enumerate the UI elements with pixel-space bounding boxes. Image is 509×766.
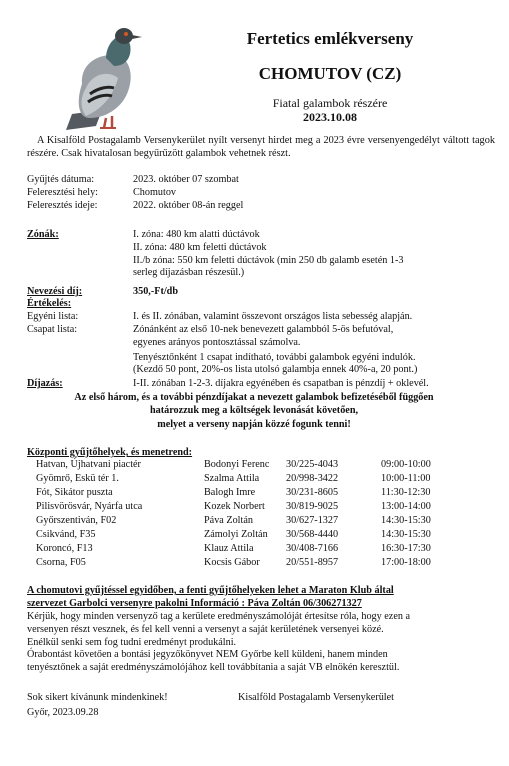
closing-wish: Sok sikert kívánunk mindenkinek! bbox=[27, 692, 168, 703]
prizes-label: Díjazás: bbox=[27, 378, 63, 389]
phone-cell: 30/627-1327 bbox=[286, 515, 339, 526]
fee-value: 350,-Ft/db bbox=[133, 286, 178, 297]
closing-line: tenyésztőnek a saját eredményszámolójához kell továbbítania a saját VB elnökén keresztül. bbox=[27, 662, 400, 673]
intro-paragraph: A Kisalföld Postagalamb Versenykerület nyílt versenyt hirdet meg a 2023 évre versenyengedélyt váltott tagok részére. Csak hivatalosan begyűrűzött galambok vehetnek részt. bbox=[27, 135, 495, 159]
collection-heading: Központi gyűjtőhelyek, és menetrend: bbox=[27, 447, 193, 458]
time-cell: 17:00-18:00 bbox=[381, 557, 431, 568]
table-row bbox=[36, 529, 496, 542]
person-cell: Zámolyi Zoltán bbox=[204, 529, 268, 540]
person-cell: Klauz Attila bbox=[204, 543, 254, 554]
table-row bbox=[36, 487, 496, 500]
time-cell: 14:30-15:30 bbox=[381, 515, 431, 526]
team-line: Tenyésztőnként 1 csapat indítható, további galambok egyéni indulók. bbox=[133, 351, 416, 363]
place-cell: Győrszentiván, F02 bbox=[36, 515, 117, 526]
individual-value: I. és II. zónában, valamint összevont országos lista sebesség alapján. bbox=[133, 311, 413, 322]
person-cell: Páva Zoltán bbox=[204, 515, 253, 526]
place-cell: Hatvan, Újhatvani piactér bbox=[36, 459, 141, 470]
place-cell: Gyömrő, Eskü tér 1. bbox=[36, 473, 119, 484]
notice-line: határozzuk meg a költségek levonását követően, bbox=[149, 405, 359, 417]
zone-line: I. zóna: 480 km alatti dúctávok bbox=[133, 229, 260, 240]
info-label: Feleresztési hely: bbox=[27, 187, 99, 198]
time-cell: 10:00-11:00 bbox=[381, 473, 431, 484]
person-cell: Kocsis Gábor bbox=[204, 557, 260, 568]
info-block bbox=[27, 174, 497, 213]
race-date: 2023.10.08 bbox=[303, 110, 357, 124]
prize-notice bbox=[27, 391, 481, 431]
pigeon-image bbox=[62, 22, 150, 132]
phone-cell: 20/998-3422 bbox=[286, 473, 339, 484]
team-line: (Kezdő 50 pont, 20%-os lista utolsó galambja ennek 40%-a, 20 pont.) bbox=[133, 364, 418, 376]
info-value: 2022. október 08-án reggel bbox=[133, 200, 244, 211]
place-cell: Koroncó, F13 bbox=[36, 543, 93, 554]
individual-label: Egyéni lista: bbox=[27, 311, 79, 322]
table-row bbox=[36, 515, 496, 528]
place-cell: Fót, Sikátor puszta bbox=[36, 487, 113, 498]
info-label: Gyűjtés dátuma: bbox=[27, 174, 95, 185]
zone-line: II./b zóna: 550 km feletti dúctávok (min 250 db galamb esetén 1-3 bbox=[133, 254, 404, 266]
time-cell: 11:30-12:30 bbox=[381, 487, 431, 498]
table-row bbox=[36, 501, 496, 514]
maraton-line: A chomutovi gyűjtéssel egyidőben, a fenti gyűjtőhelyeken lehet a Maraton Klub által bbox=[27, 585, 394, 596]
team-line: egyenes arányos pontosztással számolva. bbox=[133, 336, 301, 348]
notice-line: Az első három, és a további pénzdíjakat a nevezett galambok befizetéséből függően bbox=[74, 392, 434, 403]
time-cell: 16:30-17:30 bbox=[381, 543, 431, 554]
person-cell: Kozek Norbert bbox=[204, 501, 265, 512]
fee-label: Nevezési díj: bbox=[27, 286, 83, 297]
person-cell: Bodonyi Ferenc bbox=[204, 459, 270, 470]
maraton-line: szervezet Garbolci versenyre pakolni Információ : Páva Zoltán 06/306271327 bbox=[27, 597, 362, 609]
zones-label: Zónák: bbox=[27, 229, 59, 240]
document-title: Fertetics emlékverseny bbox=[246, 29, 414, 48]
place-date: Győr, 2023.09.28 bbox=[27, 707, 99, 718]
place-cell: Csorna, F05 bbox=[36, 557, 86, 568]
closing-paragraph bbox=[27, 611, 497, 675]
phone-cell: 30/408-7166 bbox=[286, 543, 339, 554]
collection-table bbox=[36, 459, 496, 571]
phone-cell: 30/568-4440 bbox=[286, 529, 339, 540]
time-cell: 09:00-10:00 bbox=[381, 459, 431, 470]
closing-line: Enélkül senki sem fog tudni eredményt produkálni. bbox=[27, 636, 237, 648]
time-cell: 13:00-14:00 bbox=[381, 501, 431, 512]
signature: Kisalföld Postagalamb Versenykerület bbox=[238, 692, 394, 703]
info-label: Feleresztés ideje: bbox=[27, 200, 98, 211]
race-category: Fiatal galambok részére bbox=[272, 96, 388, 110]
person-cell: Balogh Imre bbox=[204, 487, 256, 498]
table-row bbox=[36, 557, 496, 570]
info-value: 2023. október 07 szombat bbox=[133, 174, 239, 185]
team-label: Csapat lista: bbox=[27, 324, 78, 335]
table-row bbox=[36, 543, 496, 556]
time-cell: 14:30-15:30 bbox=[381, 529, 431, 540]
phone-cell: 20/551-8957 bbox=[286, 557, 339, 568]
place-cell: Pilisvörösvár, Nyárfa utca bbox=[36, 501, 143, 512]
notice-line: melyet a verseny napján közzé fogunk tenni! bbox=[157, 418, 351, 430]
team-list bbox=[133, 324, 493, 377]
prizes-value: I-II. zónában 1-2-3. díjakra egyénében és csapatban is pénzdíj + oklevél. bbox=[133, 378, 429, 389]
closing-line: versenyen részt vesznek, és fel kell venni a versenyt a saját kerületének versenyei közé. bbox=[27, 623, 384, 635]
closing-line: Kérjük, hogy minden versenyző tag a kerülete eredményszámolóját értesítse róla, hogy ezen a bbox=[27, 611, 411, 622]
table-row bbox=[36, 459, 496, 472]
evaluation-heading: Értékelés: bbox=[27, 298, 72, 309]
info-value: Chomutov bbox=[133, 187, 177, 198]
zones-list bbox=[133, 229, 493, 280]
team-line: Zónánként az első 10-nek benevezett galambból 5-ös befutóval, bbox=[133, 324, 394, 335]
phone-cell: 30/225-4043 bbox=[286, 459, 339, 470]
person-cell: Szalma Attila bbox=[204, 473, 260, 484]
zone-line: serleg díjazásban részesül.) bbox=[133, 267, 245, 279]
phone-cell: 30/819-9025 bbox=[286, 501, 339, 512]
race-location: CHOMUTOV (CZ) bbox=[258, 64, 402, 83]
table-row bbox=[36, 473, 496, 486]
maraton-notice bbox=[27, 585, 497, 611]
place-cell: Csikvánd, F35 bbox=[36, 529, 96, 540]
phone-cell: 30/231-8605 bbox=[286, 487, 339, 498]
closing-line: Órabontást követően a bontási jegyzőkönyvet NEM Győrbe kell küldeni, hanem minden bbox=[27, 649, 388, 661]
zone-line: II. zóna: 480 km feletti dúctávok bbox=[133, 241, 267, 253]
